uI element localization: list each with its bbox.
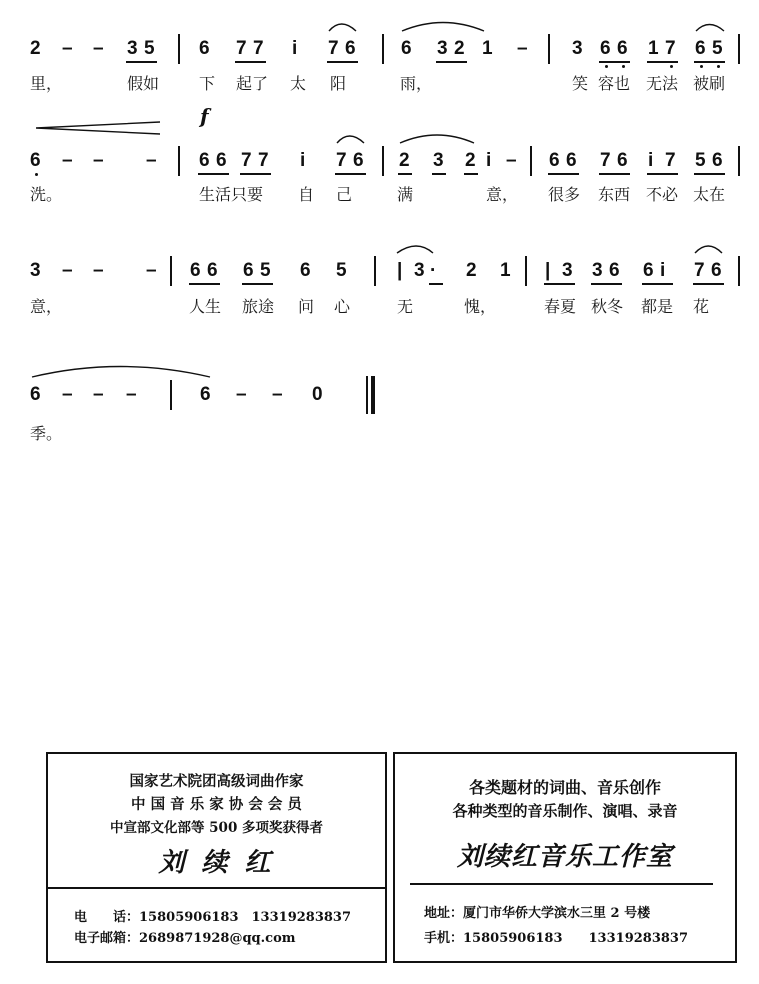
note: 7 — [241, 150, 252, 171]
lyric: 雨， — [400, 74, 433, 93]
lyric: 里， — [30, 74, 63, 93]
note: 5 — [144, 38, 155, 59]
slur — [397, 246, 433, 253]
lyric: 太在 — [693, 185, 726, 204]
note: 3 — [437, 38, 448, 59]
lyric: 旅途 — [242, 297, 275, 316]
note: 2 — [399, 150, 410, 171]
lyric: 假如 — [127, 74, 160, 93]
note: 6 — [30, 150, 41, 171]
lyric: 秋冬 — [591, 297, 624, 316]
note: 1 — [482, 38, 493, 59]
address-row — [424, 902, 650, 921]
note: 3 — [433, 150, 444, 171]
dash: – — [126, 384, 137, 405]
lyric: 季。 — [30, 424, 63, 443]
lyric: 笑 — [572, 74, 589, 93]
slur — [329, 24, 356, 31]
note: 7 — [328, 38, 339, 59]
note: 6 — [353, 150, 364, 171]
lyric: 太 — [290, 74, 307, 93]
rest: 0 — [312, 384, 323, 405]
lyric: 洗。 — [30, 185, 63, 204]
lyric: 容也 — [598, 74, 631, 93]
lyric: 愧， — [464, 297, 497, 316]
note: 2 — [454, 38, 465, 59]
lyric: 不必 — [646, 185, 679, 204]
lyric: 起了 — [236, 74, 269, 93]
lyric: 生活只要 — [199, 185, 264, 204]
note: 6 — [712, 150, 723, 171]
email-row — [74, 927, 296, 946]
email-value: 2689871928@qq.com — [139, 931, 296, 946]
note: 7 — [336, 150, 347, 171]
note: 5 — [695, 150, 706, 171]
lyric: 春夏 — [544, 297, 577, 316]
note: 6 — [617, 150, 628, 171]
dash: – — [93, 384, 104, 405]
slur — [400, 135, 474, 143]
note: 2 — [30, 38, 41, 59]
dash: – — [236, 384, 247, 405]
lyric: 下 — [199, 74, 216, 93]
note: · — [430, 260, 437, 281]
credential-line: 中 国 音 乐 家 协 会 会 员 — [131, 796, 302, 813]
note: 3 — [30, 260, 41, 281]
note: i — [292, 38, 298, 59]
note: 6 — [243, 260, 254, 281]
dash: – — [62, 38, 73, 59]
note: 7 — [253, 38, 264, 59]
dash: – — [93, 38, 104, 59]
note: 6 — [190, 260, 201, 281]
note: 6 — [609, 260, 620, 281]
lyric: 自 — [298, 185, 315, 204]
lyric: 问 — [298, 297, 315, 316]
service-line: 各种类型的音乐制作、演唱、录音 — [452, 802, 678, 820]
note: i — [648, 150, 654, 171]
dash: – — [93, 150, 104, 171]
dash: – — [506, 150, 517, 171]
dash: – — [93, 260, 104, 281]
card-divider — [410, 883, 713, 885]
note: 6 — [345, 38, 356, 59]
forte-marking: f — [200, 104, 209, 128]
note: 6 — [199, 150, 210, 171]
phone-value: 15805906183 13319283837 — [139, 910, 352, 925]
note: 3 — [572, 38, 583, 59]
studio-name: 刘续红音乐工作室 — [456, 842, 673, 872]
note: 7 — [665, 38, 676, 59]
lyric: 东西 — [598, 185, 631, 204]
note: 7 — [258, 150, 269, 171]
lyric: 人生 — [189, 297, 222, 316]
note: | — [545, 260, 551, 281]
lyric: 很多 — [548, 185, 581, 204]
service-line: 各类题材的词曲、音乐创作 — [468, 778, 661, 797]
note: 6 — [200, 384, 211, 405]
note: 6 — [300, 260, 311, 281]
note: i — [486, 150, 492, 171]
dash: – — [272, 384, 283, 405]
note: 5 — [712, 38, 723, 59]
note: 6 — [30, 384, 41, 405]
note: 2 — [465, 150, 476, 171]
note: 6 — [199, 38, 210, 59]
note: 6 — [600, 38, 611, 59]
note: i — [660, 260, 666, 281]
note: 6 — [216, 150, 227, 171]
dash: – — [146, 150, 157, 171]
note: 7 — [694, 260, 705, 281]
dash: – — [517, 38, 528, 59]
lyric: 都是 — [641, 297, 674, 316]
note: 6 — [566, 150, 577, 171]
composer-name: 刘 续 红 — [158, 848, 275, 878]
note: 7 — [600, 150, 611, 171]
lyric: 己 — [336, 185, 353, 204]
lyric: 意， — [486, 185, 519, 204]
phone-label: 电 话： — [74, 910, 140, 925]
note: 5 — [260, 260, 271, 281]
slur — [696, 25, 724, 32]
lyric: 阳 — [330, 74, 347, 93]
dash: – — [146, 260, 157, 281]
slur — [402, 23, 484, 32]
lyric: 无 — [397, 297, 414, 316]
slur — [337, 136, 364, 143]
lyric: 无法 — [646, 74, 679, 93]
note: 3 — [592, 260, 603, 281]
note: 6 — [695, 38, 706, 59]
slur — [695, 246, 722, 253]
mobile-label: 手机： — [424, 931, 464, 946]
credential-line: 中宣部文化部等 500 多项奖获得者 — [109, 820, 324, 836]
note: 7 — [236, 38, 247, 59]
note: i — [300, 150, 306, 171]
note: 6 — [711, 260, 722, 281]
mobile-value: 15805906183 13319283837 — [463, 931, 689, 946]
lyric: 心 — [334, 297, 351, 316]
decrescendo-hairpin — [36, 122, 160, 134]
lyric: 花 — [693, 297, 710, 316]
note: 3 — [127, 38, 138, 59]
lyric: 意， — [30, 297, 63, 316]
note: 5 — [336, 260, 347, 281]
note: 6 — [401, 38, 412, 59]
mobile-row — [424, 927, 688, 946]
slur — [32, 367, 210, 378]
dash: – — [62, 150, 73, 171]
credential-line: 国家艺术院团高级词曲作家 — [129, 773, 304, 790]
dash: – — [62, 384, 73, 405]
note: 6 — [617, 38, 628, 59]
note: 6 — [643, 260, 654, 281]
note: 6 — [207, 260, 218, 281]
note: 7 — [665, 150, 676, 171]
dot: 3 — [414, 260, 425, 281]
note: 6 — [549, 150, 560, 171]
note: 1 — [648, 38, 659, 59]
dash: 1 — [500, 260, 511, 281]
note: 2 — [466, 260, 477, 281]
address-value: 厦门市华侨大学滨水三里 2 号楼 — [463, 906, 651, 921]
email-label: 电子邮箱： — [74, 931, 140, 946]
phone-row — [74, 906, 351, 925]
address-label: 地址： — [424, 906, 464, 921]
note: | — [397, 260, 403, 281]
lyric: 满 — [397, 185, 414, 204]
note: 3 — [562, 260, 573, 281]
card-divider — [46, 887, 387, 889]
dash: – — [62, 260, 73, 281]
lyric: 被刷 — [693, 74, 726, 93]
